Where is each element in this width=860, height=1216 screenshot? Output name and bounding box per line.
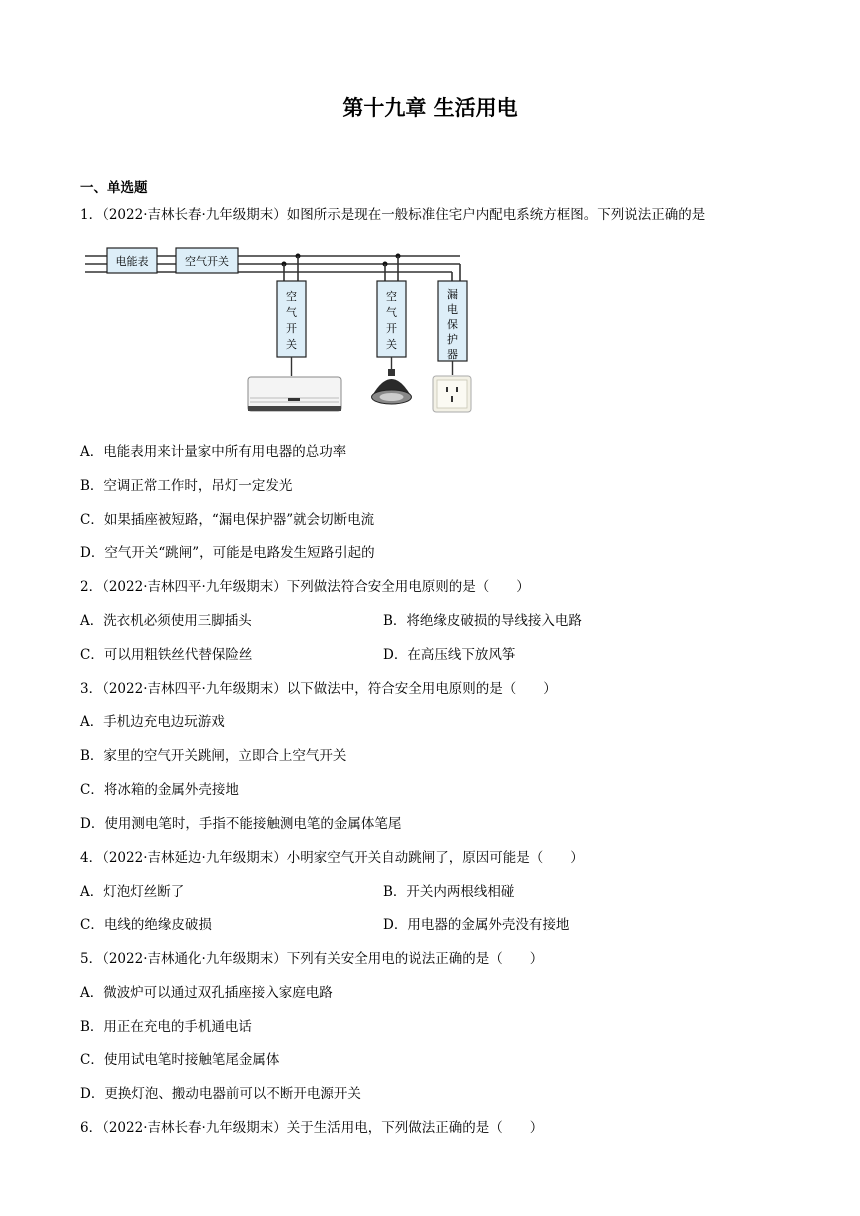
question-4-option-a[interactable]: A．灯泡灯丝断了 [80, 884, 185, 900]
question-1-option-c[interactable]: C．如果插座被短路，“漏电保护器”就会切断电流 [80, 512, 375, 528]
question-3-stem: 3．（2022·吉林四平·九年级期末）以下做法中，符合安全用电原则的是（ ） [80, 681, 557, 697]
wall-socket-icon [433, 376, 471, 412]
question-6-stem: 6．（2022·吉林长春·九年级期末）关于生活用电，下列做法正确的是（ ） [80, 1120, 544, 1136]
question-3-option-d[interactable]: D．使用测电笔时，手指不能接触测电笔的金属体笔尾 [80, 816, 402, 832]
question-3-option-a[interactable]: A．手机边充电边玩游戏 [80, 714, 225, 730]
question-4-option-c[interactable]: C．电线的绝缘皮破损 [80, 917, 212, 933]
air-conditioner-icon [248, 377, 341, 411]
question-3-option-b[interactable]: B．家里的空气开关跳闸，立即合上空气开关 [80, 748, 347, 764]
question-2-option-d[interactable]: D．在高压线下放风筝 [383, 647, 516, 663]
question-2-stem: 2．（2022·吉林四平·九年级期末）下列做法符合安全用电原则的是（ ） [80, 579, 530, 595]
question-4-stem: 4．（2022·吉林延边·九年级期末）小明家空气开关自动跳闸了，原因可能是（ ） [80, 850, 584, 866]
question-3-option-c[interactable]: C．将冰箱的金属外壳接地 [80, 782, 239, 798]
question-1-option-d[interactable]: D．空气开关“跳闸”，可能是电路发生短路引起的 [80, 545, 375, 561]
page-title: 第十九章 生活用电 [342, 96, 518, 120]
distribution-diagram [80, 238, 480, 418]
question-5-stem: 5．（2022·吉林通化·九年级期末）下列有关安全用电的说法正确的是（ ） [80, 951, 544, 967]
meter-label: 电能表 [115, 255, 149, 268]
section-heading: 一、单选题 [80, 180, 148, 196]
question-1-option-b[interactable]: B．空调正常工作时，吊灯一定发光 [80, 478, 293, 494]
main-switch-label: 空气开关 [185, 255, 229, 268]
question-1-stem: 1．（2022·吉林长春·九年级期末）如图所示是现在一般标准住宅户内配电系统方框图。下列说法正确的是 [80, 207, 706, 223]
pendant-lamp-icon [372, 369, 412, 404]
question-4-option-d[interactable]: D．用电器的金属外壳没有接地 [383, 917, 570, 933]
question-2-option-c[interactable]: C．可以用粗铁丝代替保险丝 [80, 647, 253, 663]
question-5-option-d[interactable]: D．更换灯泡、搬动电器前可以不断开电源开关 [80, 1086, 361, 1102]
question-2-option-b[interactable]: B．将绝缘皮破损的导线接入电路 [383, 613, 582, 629]
question-2-option-a[interactable]: A．洗衣机必须使用三脚插头 [80, 613, 252, 629]
branch-switch-1-label: 空气开关 [286, 290, 297, 351]
question-5-option-b[interactable]: B．用正在充电的手机通电话 [80, 1019, 252, 1035]
question-1-option-a[interactable]: A．电能表用来计量家中所有用电器的总功率 [80, 444, 347, 460]
question-4-option-b[interactable]: B．开关内两根线相碰 [383, 884, 515, 900]
branch-switch-2-label: 空气开关 [386, 290, 397, 351]
question-5-option-a[interactable]: A．微波炉可以通过双孔插座接入家庭电路 [80, 985, 333, 1001]
question-5-option-c[interactable]: C．使用试电笔时接触笔尾金属体 [80, 1052, 280, 1068]
leakage-protector-label: 漏电保护器 [447, 288, 458, 361]
